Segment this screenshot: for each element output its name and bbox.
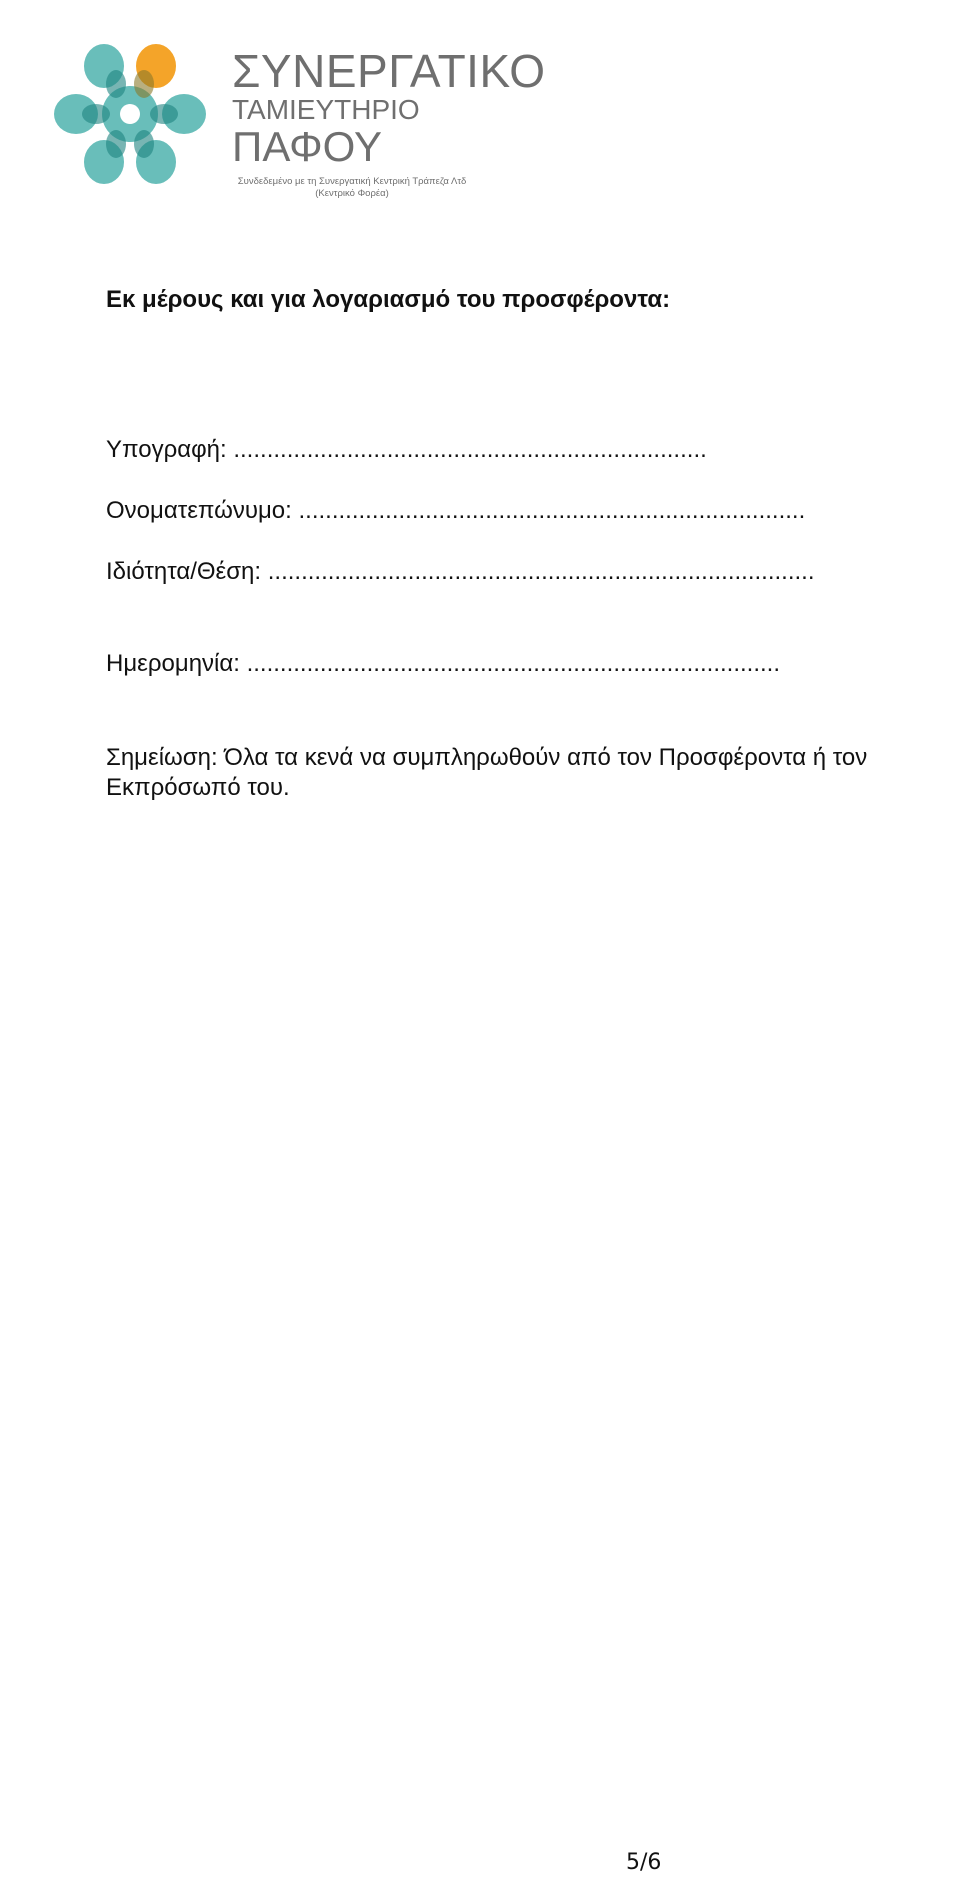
signature-field: Υπογραφή: ....................................................................... [106, 436, 707, 463]
logo-line-3: ΠΑΦΟΥ [232, 123, 382, 170]
note-line-1: Σημείωση: Όλα τα κενά να συμπληρωθούν από τον Προσφέροντα ή τον [106, 744, 868, 771]
bank-logo [54, 44, 546, 204]
fullname-field: Ονοματεπώνυμο: ............................................................................ [106, 497, 806, 524]
logo-line-2: ΤΑΜΙΕΥΤΗΡΙΟ [232, 94, 420, 125]
note-line-2: Εκπρόσωπό του. [106, 774, 290, 801]
logo-subtitle-line-1: Συνδεδεμένο με τη Συνεργατική Κεντρική Τράπεζα Λτδ [237, 176, 467, 187]
page-number: 5/6 [626, 1850, 662, 1875]
section-heading: Εκ μέρους και για λογαριασμό του προσφέροντα: [106, 286, 671, 313]
logo-wordmark [232, 45, 546, 170]
logo-subtitle [232, 176, 472, 200]
logo-line-1: ΣΥΝΕΡΓΑΤΙΚΟ [232, 45, 546, 97]
cooperative-logo-icon [54, 44, 206, 184]
logo-subtitle-line-2: (Κεντρικό Φορέα) [315, 188, 389, 199]
note-text [106, 743, 956, 803]
date-field: Ημερομηνία: ................................................................................ [106, 650, 781, 677]
position-field: Ιδιότητα/Θέση: .................................................................................. [106, 558, 815, 585]
